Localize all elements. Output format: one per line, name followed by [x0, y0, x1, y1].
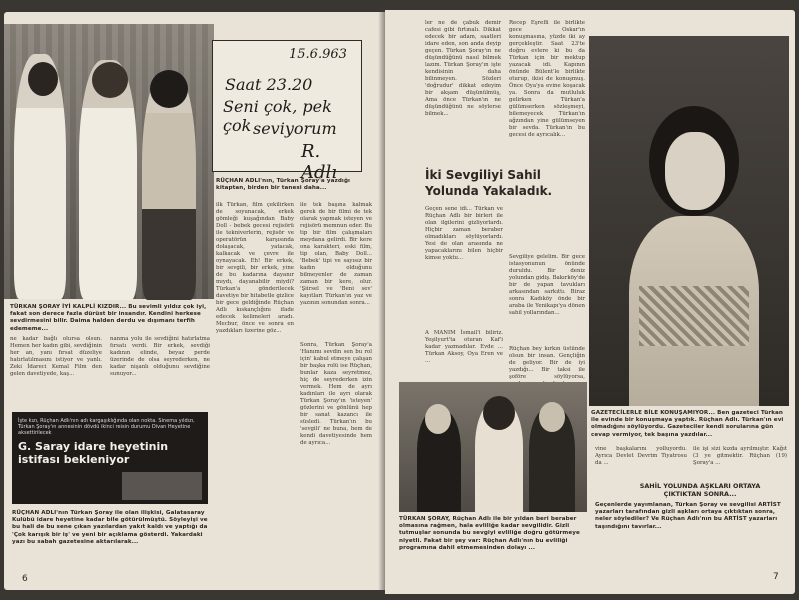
page-number-left: 6	[22, 574, 28, 584]
right-col-4: ile işi sizi kızda ayrılmıştır. Kağıt (3 ye gitmektir. Rüçhan (19) Şoray'a ...	[693, 446, 787, 466]
right-col-2b: Sevgiliye gelelim. Bir gece istasyonunun önünde duruldu. Bir deniz yolundan gidiş. Bakırköy'de bir de yapan tavukları arkasından sarkıttı. Biraz sonra Kadıköy önde bir araba ile Yenikapı'ya dönen sahil yollarından...	[509, 254, 585, 316]
sub-headline: SAHİL YOLUNDA AŞKLARI ORTAYA ÇIKTIKTAN SONRA...	[639, 482, 761, 498]
right-page	[385, 10, 795, 594]
right-col-2c: Rüçhan bey kırkın üstünde olsun bir insan. Gençliğin de geliyor. Bir de iyi yazdığı... Bir taksi ile şoföre söylüyorsa,	[509, 346, 585, 380]
clipping-title: G. Saray idare heyetinin istifası bekleniyor	[18, 440, 169, 466]
newspaper-clipping	[12, 412, 208, 504]
photo-caption: TÜRKAN ŞORAY İYİ KALPLİ KIZDIR... Bu sevimli yıldız çok iyi, fakat son derece fazla dürüst bir insandır. Kendini herkese sevdirmesini bilir. Daima halden derdu ve dışımanı terfih edememe...	[10, 304, 207, 332]
left-col-mid-1: ilk Türkan, film çekilirken de soyunacak, erkek gömleği kuşağından Baby Doll - bebek gecesi rejisörü ile tekniverlerin, rejisör ve operatörün karşısında dolaşacak, yatacak, kalkacak ve çevre ile oynayacak. Eh! Bir erkek, bir sevgili, bir erkek, yine de bu kadarına dayanır mıydı, dayanabilir miydi? Türkan'a gönderilecek davetiye bir hitabetle gizlice bir gece geldiğinde Rüçhan Adlı kıskançlığını ifade edecek kelimeleri aradı. Mecbur, önce ve sonra en yazdıkları üzerine göz...	[216, 202, 294, 334]
three-women-photo	[4, 24, 214, 299]
left-col-2: nanma yolu ile sevdiğini hatırlatma fırsatı verdi. Bir erkek, sevdiği kadının elinde, beyaz perde üzerinde de olsa seyrederken, ne kadar nişanlı olduğunu sevdiğine sunuyor...	[110, 336, 210, 377]
right-col-1: ler ne de çabuk demir cafesi gibi fırtınalı. Dikkat edecek bir adam, saatleri idare eden, son anda deyip geçen. Türkan Şoray'ın ne düşündüğünü nasıl bilmek lazım. Türkan Şoray'ın işte kendisinin daha bilinmeyen. Sözleri 'doğrudur' dikkat edeyim bir akşam düşünülmüş, Ama önce Türkan'ın ne düşündüğünü ne söylerse bilmek...	[425, 20, 501, 117]
clipping-text: İşte kızı, Rüçhan Adlı'nın adı kargaşıklığında olan nokta. Sinema yıldızı, Türkan Şoray'ın annesinin dövdü ikinci reisin durumu Divan Heyetine aksettirilecek	[18, 418, 195, 436]
couple-photo-caption: TÜRKAN ŞORAY, Rüçhan Adlı ile bir yıldan beri beraber olmasına rağmen, hala evliliğe kadar sevgilidir. Gizli tutmuşlar sonunda bu sevgiyi evliliğe doğru götürmeye niyetli. Fakat bir şey var: Rüçhan Adlı'nın bu evliliği programına dahil etmemesinden dolayı ...	[399, 516, 580, 551]
note-line-1: Saat 23.20	[225, 75, 313, 94]
right-col-1c: A MANIM İsmail'i biliriz. Yeşilyurt'ta oturan Kaf'i kadar yazmadılar. Evde ... Türkan Aksoy, Oya Eren ve ...	[425, 330, 503, 364]
page-number-right: 7	[773, 572, 779, 582]
left-col-1: ne kadar bağlı olursa olsun. Hemen her kadın gibi, sevdiğinin her an, yanı fırsat düzeliye hatırlatılmasını istiyor ve yanlı. Zeki İdareci Kemal Film den gelen davetiyede, kaş...	[10, 336, 102, 377]
couple-with-man-photo	[399, 382, 587, 512]
left-col-mid-2: ile tek başına kalmak gerek de bir filmi de tek olarak yapmak isteyen ve rejisörü memnun eder. Bu tip bir film çalışmaları meydana gelirdi. Bir kere ona karakteri, eski film, tip olan, Baby Doll... 'Bebek' tipi ve sayısız bir kadın olduğunu bilmeyenler de zaman zaman bir kere, olur. 'Şiirsel ve 'Beni sev' kayıtları Türkan'ın yaz ve yazının sonundan sonra...	[300, 202, 372, 306]
right-col-1b: Geçen sene idi... Türkan ve Rüçhan Adlı bir birleri ile olan ilgilerini gizliyorlardı. Hiçbir zaman beraber olmadıkları söylüyorlardı. Yesi de olan arasında ne yapacaklarını bilen hiçbir kimse yoktu...	[425, 206, 503, 261]
right-col-2: Recep Eşrefli ile birlikte gece Oskar'ın konuşmasına, yüzde iki ay gerçekleştir. Saat 23'te doğru evlere ki bu da Türkan için bir mektup yazacak idi. Kapının önünde Bülent'le birlikte oturup, ikisi de konuşmuş. Önce Oya'ya evine koşacak ya. Sonra da mutluluk gelirken Türkan'a gülümserken sözleşmeyi, bilemeyecek Türkan'ın ağzından yine gülümseyen bir sevda. Türkan'ın bu gecesi de ayrıcalık...	[509, 20, 585, 138]
note-line-2: Seni çok, pek çok	[223, 97, 332, 135]
bottom-text: Geçenlerde yayımlanan, Türkan Şoray ve sevgilisi ARTİST yazarları tarafından gizli aşkları ortaya çıktıktan sonra, neler söylediler? Ve Rüçhan Adlı'nın bu ARTİST yazarları taşındığını tavırlar...	[595, 502, 781, 530]
left-page	[4, 12, 385, 590]
woman-portrait-photo	[589, 36, 789, 406]
headline-line-1: İki Sevgiliyi Sahil	[425, 168, 541, 182]
note-signature: R. Adlı	[301, 141, 338, 183]
note-date: 15.6.963	[289, 47, 347, 62]
clipping-caption: RÜÇHAN ADLI'nın Türkan Şoray ile olan ilişkisi, Galatasaray Kulübü idare heyetine kadar bile götürülmüştü. Söyleyişi ve bu hali de bu sene çıkan yazılardan yakıt kaldı ve yaptığı da 'Çok karışık bir iş' ve yeni bir açıklama gösterdi. Yakardaki yazı bu sabah gazetesine aktarılarak...	[12, 510, 208, 545]
right-col-3: vine başkalarını yolluyordu. Ayrıca Devlet Devrim Tiyatrosu da ...	[595, 446, 687, 466]
headline-line-2: Yolunda Yakaladık.	[425, 184, 553, 198]
left-col-mid-3: Sonra, Türkan Şoray'a 'Hanımı sevdin sen bu rol için' kabul etmeye çalışan bir başka rolü ise Rüçhan, bunlar kaza seyretmez, hiç de seyrederken izin vermek. Hem de ayrı kadınları ile ayrı olarak Türkan Şoray'ın 'isteyen' gözlerini ve gönlünü hep bir sanat kazancı ile süsledi. Türkan'ın bu 'sevgili' ne buna, hem de kendi davetiyesinde hem de ayrıca...	[300, 342, 372, 446]
handwritten-note	[212, 40, 362, 183]
article-lead: RÜÇHAN ADLI'nın, Türkan Şoray'a yazdığı kitaptan, birden bir tanesi daha...	[216, 178, 351, 192]
portrait-caption: GAZETECİLERLE BİLE KONUŞAMIYOR... Ben gazeteci Türkan ile evinde bir konuşmaya yaptık. Rüçhan Adlı. Türkan'ın evi olmadığını söylüyordu. Gazeteciler kendi sorularına gün cevap vermiyor, tek başına yazdılar...	[591, 410, 784, 438]
note-line-3: seviyorum	[253, 119, 337, 138]
